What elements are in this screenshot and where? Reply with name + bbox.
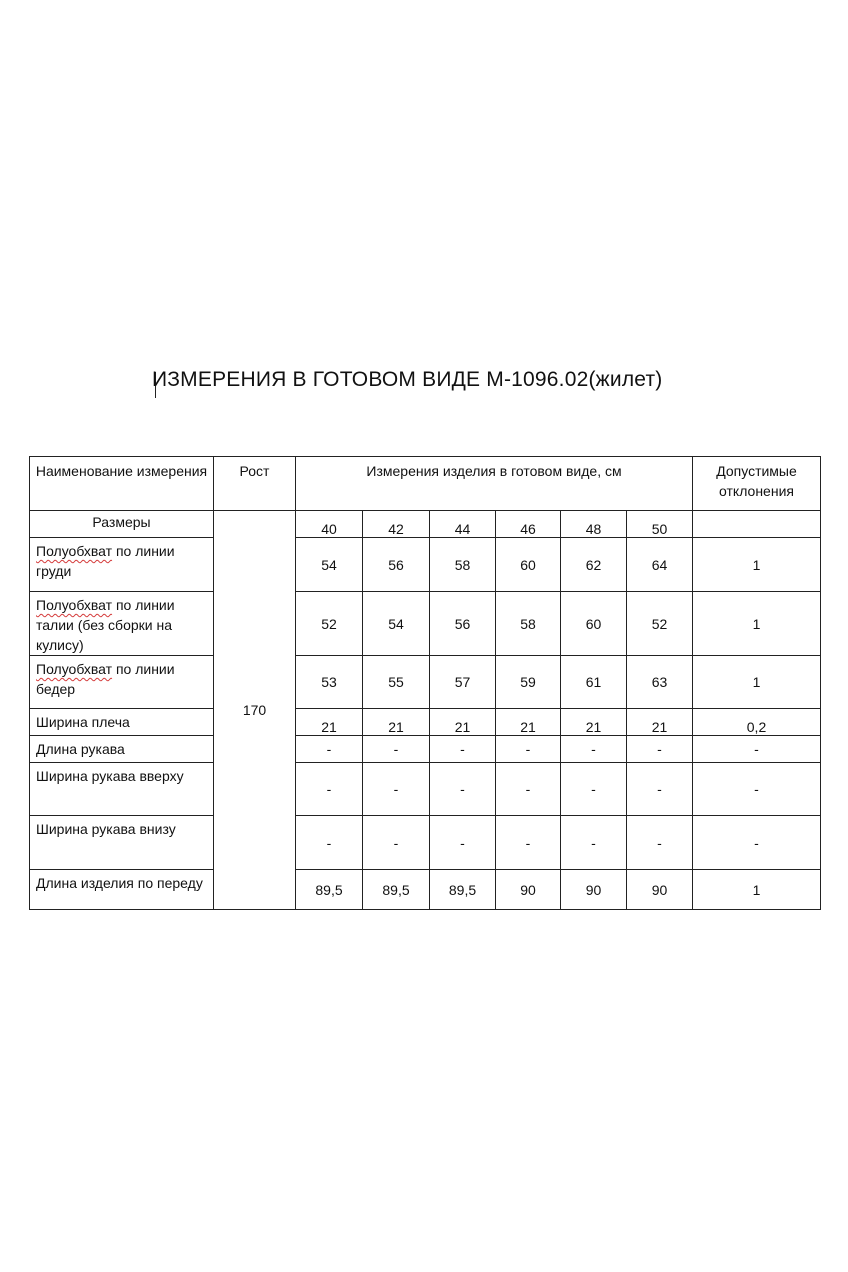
value-cell: - [496, 816, 561, 870]
row-name: Полуобхват по линии бедер [30, 656, 214, 709]
value-cell: - [430, 816, 496, 870]
header-name: Наименование измерения [30, 457, 214, 511]
value-cell: - [296, 816, 363, 870]
value-cell: 60 [496, 538, 561, 592]
value-cell: 90 [496, 870, 561, 910]
value-cell: - [363, 736, 430, 763]
value-cell: - [627, 763, 693, 816]
tolerance-cell: - [693, 736, 821, 763]
value-cell: - [561, 763, 627, 816]
tolerance-cell: 1 [693, 592, 821, 656]
value-cell: 58 [496, 592, 561, 656]
tolerance-cell: 1 [693, 538, 821, 592]
tolerance-cell: 1 [693, 656, 821, 709]
value-cell: 59 [496, 656, 561, 709]
size-cell: 40 [296, 511, 363, 538]
row-name: Полуобхват по линии талии (без сборки на кулису) [30, 592, 214, 656]
measurements-table [29, 456, 821, 910]
value-cell: - [561, 736, 627, 763]
value-cell: 55 [363, 656, 430, 709]
size-cell: 48 [561, 511, 627, 538]
tolerance-cell: - [693, 816, 821, 870]
table-row [30, 656, 821, 709]
value-cell: 90 [561, 870, 627, 910]
value-cell: 52 [296, 592, 363, 656]
value-cell: 89,5 [430, 870, 496, 910]
row-name: Длина рукава [30, 736, 214, 763]
row-name: Ширина рукава внизу [30, 816, 214, 870]
value-cell: 56 [430, 592, 496, 656]
tolerance-cell: 0,2 [693, 709, 821, 736]
value-cell: 89,5 [363, 870, 430, 910]
value-cell: 89,5 [296, 870, 363, 910]
header-row [30, 457, 821, 511]
table-row [30, 592, 821, 656]
tolerance-cell: - [693, 763, 821, 816]
table-row [30, 709, 821, 736]
value-cell: 56 [363, 538, 430, 592]
row-name: Ширина рукава вверху [30, 763, 214, 816]
value-cell: - [296, 763, 363, 816]
page-title: ИЗМЕРЕНИЯ В ГОТОВОМ ВИДЕ М-1096.02(жилет) [152, 368, 663, 391]
table-row [30, 763, 821, 816]
value-cell: 21 [561, 709, 627, 736]
value-cell: - [363, 816, 430, 870]
value-cell: 61 [561, 656, 627, 709]
table-row [30, 538, 821, 592]
sizes-label: Размеры [30, 511, 214, 538]
value-cell: - [296, 736, 363, 763]
empty-cell [693, 511, 821, 538]
row-name: Полуобхват по линии груди [30, 538, 214, 592]
value-cell: 21 [363, 709, 430, 736]
value-cell: - [430, 763, 496, 816]
sizes-row [30, 511, 821, 538]
value-cell: 53 [296, 656, 363, 709]
row-name: Ширина плеча [30, 709, 214, 736]
value-cell: - [627, 816, 693, 870]
table-row [30, 870, 821, 910]
value-cell: 57 [430, 656, 496, 709]
size-cell: 46 [496, 511, 561, 538]
value-cell: 60 [561, 592, 627, 656]
size-cell: 42 [363, 511, 430, 538]
tolerance-cell: 1 [693, 870, 821, 910]
value-cell: 90 [627, 870, 693, 910]
value-cell: 21 [296, 709, 363, 736]
value-cell: 54 [296, 538, 363, 592]
header-tolerance: Допустимые отклонения [693, 457, 821, 511]
size-cell: 44 [430, 511, 496, 538]
value-cell: - [430, 736, 496, 763]
value-cell: - [627, 736, 693, 763]
value-cell: 21 [430, 709, 496, 736]
value-cell: 58 [430, 538, 496, 592]
header-measurements: Измерения изделия в готовом виде, см [296, 457, 693, 511]
value-cell: 62 [561, 538, 627, 592]
value-cell: - [496, 763, 561, 816]
value-cell: 52 [627, 592, 693, 656]
height-value: 170 [214, 511, 296, 910]
header-height: Рост [214, 457, 296, 511]
value-cell: - [363, 763, 430, 816]
table-row [30, 816, 821, 870]
value-cell: - [561, 816, 627, 870]
value-cell: 21 [627, 709, 693, 736]
value-cell: - [496, 736, 561, 763]
value-cell: 63 [627, 656, 693, 709]
value-cell: 21 [496, 709, 561, 736]
value-cell: 54 [363, 592, 430, 656]
value-cell: 64 [627, 538, 693, 592]
table-row [30, 736, 821, 763]
row-name: Длина изделия по переду [30, 870, 214, 910]
size-cell: 50 [627, 511, 693, 538]
